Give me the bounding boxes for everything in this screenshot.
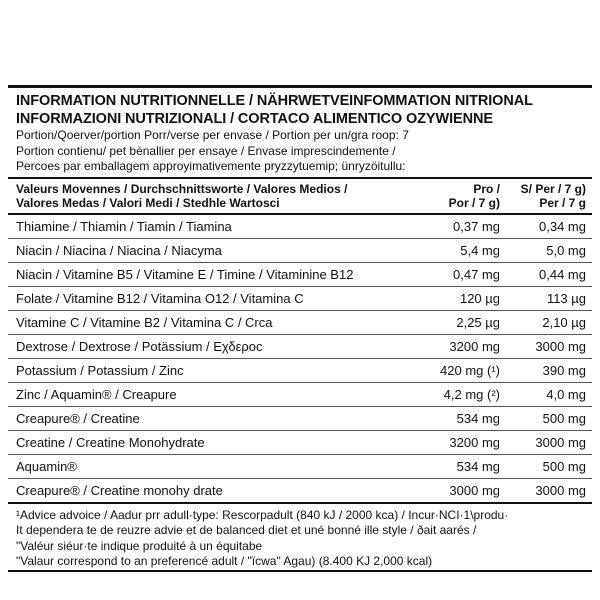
nutrient-value-7g: 390 mg xyxy=(542,362,586,378)
title-line-1: INFORMATION NUTRITIONNELLE / NÄHRWETVEINFOMMATION NITRIONAL xyxy=(16,93,533,109)
label-header xyxy=(8,88,592,177)
portion-line-3: Percoes par emballagem approyimativemente pryzzytuemip; ünryzöitullu: xyxy=(16,159,406,173)
nutrient-name: Zinc / Aquamin® / Creapure xyxy=(16,386,177,402)
table-row xyxy=(8,479,592,504)
nutrient-value-portion: 5,4 mg xyxy=(460,242,500,258)
column-header-per-portion xyxy=(420,182,500,211)
nutrient-name: Vitamine C / Vitamine B2 / Vitamina C / Crca xyxy=(16,314,273,330)
table-row xyxy=(8,239,592,263)
table-row xyxy=(8,407,592,431)
nutrient-value-7g: 2,10 µg xyxy=(542,314,586,330)
portion-line-2: Portion contienu/ pet bènallier per ensaye / Envase imprescindemente / xyxy=(16,143,396,158)
nutrient-value-portion: 120 µg xyxy=(459,290,500,306)
nutrient-value-7g: 0,44 mg xyxy=(539,266,586,282)
nutrient-value-portion: 534 mg xyxy=(456,458,500,474)
column-header-name xyxy=(16,182,420,211)
table-row xyxy=(8,455,592,479)
nutrient-name: Potassium / Potassium / Zinc xyxy=(16,362,184,378)
column-v2-line-2: Per / 7 g xyxy=(539,196,586,210)
nutrient-value-portion: 420 mg (¹) xyxy=(440,362,500,378)
nutrient-name: Thiamine / Thiamin / Tiamin / Tiamina xyxy=(16,218,232,234)
nutrient-name: Aquamin® xyxy=(16,458,77,474)
table-row xyxy=(8,287,592,311)
footnote-line-3: "Valéur siéur·te indique produité à un équitabe xyxy=(16,538,263,553)
nutrient-name: Creapure® / Creatine xyxy=(16,410,140,426)
table-row xyxy=(8,215,592,239)
nutrient-value-portion: 0,47 mg xyxy=(453,266,500,282)
column-name-line-1: Valeurs Movennes / Durchschnittsworte / Valores Medios / xyxy=(16,181,348,196)
nutrient-value-portion: 2,25 µg xyxy=(456,314,500,330)
nutrient-value-portion: 3200 mg xyxy=(449,338,500,354)
nutrient-value-portion: 4,2 mg (²) xyxy=(443,386,500,402)
nutrient-table xyxy=(8,215,592,504)
nutrient-value-portion: 3200 mg xyxy=(449,434,500,450)
column-header-per-7g xyxy=(500,182,586,211)
table-row xyxy=(8,383,592,407)
table-row xyxy=(8,311,592,335)
nutrient-value-7g: 500 mg xyxy=(542,410,586,426)
footnote-line-4: "Valaur correspond to an preferencé adult / "ïcwa" Agau) (8.400 KJ 2,000 kcal) xyxy=(16,554,433,568)
column-v1-line-2: Por / 7 g) xyxy=(448,196,500,210)
nutrient-name: Niacin / Niacina / Niacina / Niacyma xyxy=(16,242,222,258)
nutrient-value-7g: 500 mg xyxy=(542,458,586,474)
nutrient-value-portion: 3000 mg xyxy=(449,482,500,498)
title-line-2: INFORMAZIONI NUTRIZIONALI / CORTACO ALIMENTICO OZYWIENNE xyxy=(16,111,493,127)
nutrient-value-portion: 0,37 mg xyxy=(453,218,500,234)
footnote-line-2: It dependera te de reuzre advie et de balanced diet et uné bonné ille style / ðait aarés / xyxy=(16,523,477,537)
nutrient-value-portion: 534 mg xyxy=(456,410,500,426)
column-name-line-2: Valores Medas / Valori Medi / Stedhle Wartosci xyxy=(16,196,280,210)
nutrient-value-7g: 0,34 mg xyxy=(539,218,586,234)
nutrient-value-7g: 3000 mg xyxy=(535,434,586,450)
nutrient-name: Dextrose / Dextrose / Potässium / Εχδεροc xyxy=(16,338,263,354)
portion-line-1: Portion/Qoerver/portion Porr/verse per envase / Portion per un/gra roop: 7 xyxy=(16,128,409,142)
nutrient-value-7g: 3000 mg xyxy=(535,482,586,498)
nutrient-name: Creapure® / Creatine monohy drate xyxy=(16,482,223,498)
nutrient-value-7g: 3000 mg xyxy=(535,338,586,354)
nutrient-name: Folate / Vitamine B12 / Vitamina O12 / Vitamina C xyxy=(16,290,304,306)
table-row xyxy=(8,335,592,359)
table-row xyxy=(8,263,592,287)
footnotes xyxy=(8,504,592,570)
footnote-line-1: ¹Advice advoice / Aadur prr adull·type: Rescorpadult (840 kJ / 2000 kca) / Incur·NCI·1\produ· xyxy=(16,507,509,522)
column-v2-line-1: S/ Per / 7 g) xyxy=(520,181,586,196)
nutrient-name: Niacin / Vitamine B5 / Vitamine E / Timine / Vitamininе B12 xyxy=(16,266,354,282)
nutrient-value-7g: 5,0 mg xyxy=(546,242,586,258)
table-row xyxy=(8,359,592,383)
nutrient-value-7g: 113 µg xyxy=(546,290,586,306)
column-v1-line-1: Pro / xyxy=(473,181,500,196)
table-row xyxy=(8,431,592,455)
nutrient-value-7g: 4,0 mg xyxy=(546,386,586,402)
nutrition-label xyxy=(8,85,592,572)
nutrient-name: Creatine / Creatine Monohydrate xyxy=(16,434,205,450)
column-header xyxy=(8,179,592,215)
